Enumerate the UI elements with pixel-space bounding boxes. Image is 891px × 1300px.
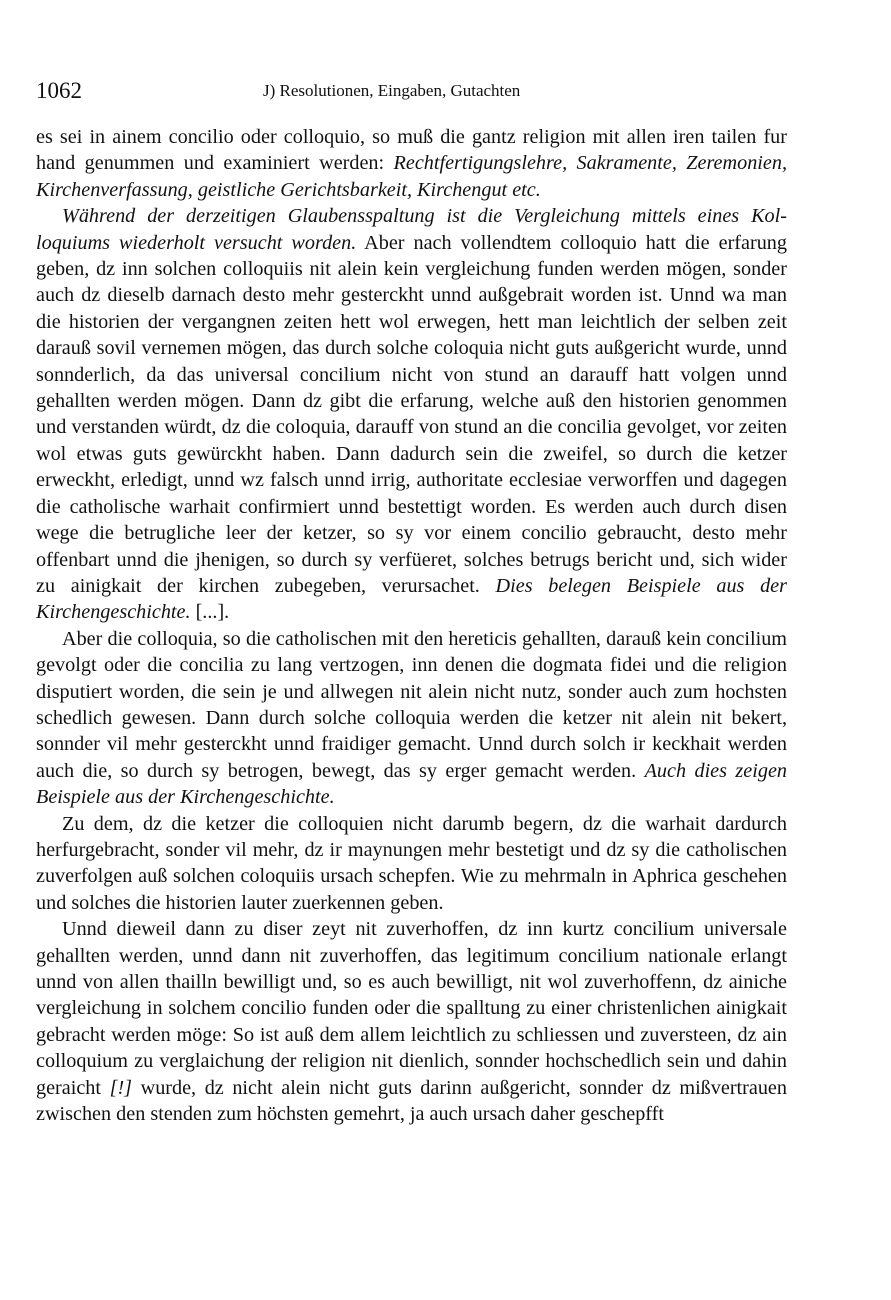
document-page xyxy=(36,78,787,1127)
editorial-summary: Rechtfertigungslehre, Sakramente, Zeremonien, Kirchenverfassung, geistliche Gerichtsbarkeit, Kirchengut etc. xyxy=(36,152,787,201)
page-number: 1062 xyxy=(36,78,82,103)
text-segment: es sei in ainem concilio oder colloquio, so muß die gantz religion mit allen iren tailen fur hand genummen und examiniert werden: xyxy=(36,126,787,175)
text-segment: wurde, dz nicht alein nicht guts darinn außgericht, sonnder dz mißvertrauen zwischen den stenden zum höchsten gemehrt, ja auch ursach daher geschepfft xyxy=(36,1076,787,1126)
paragraph xyxy=(36,811,787,917)
paragraph xyxy=(36,203,787,626)
text-segment: Unnd dieweil dann zu diser zeyt nit zuverhoffen, dz inn kurtz concilium universale gehallten werden, unnd dann nit zuverhoffen, das legitimum concilium nationale erlangt unnd von allen thailln bewilligt und, so es auch bewilligt, nit wol zuverhoffenn, dz ainiche vergleichung in solchem concilio funden oder die spalltung zu einer christenlichen ainigkait gebracht werden möge: So ist auß dem allem leichtlich zu schliessen und zuversteen, dz ain colloquium zu verglaichung der religion nit dienlich, sonnder hochschedlich sein und dahin geraicht xyxy=(36,918,787,1099)
running-header-title: J) Resolutionen, Eingaben, Gutachten xyxy=(263,81,521,100)
editorial-summary: Dies belegen Beispiele aus der Kirchengeschichte. xyxy=(36,574,788,624)
editorial-summary: Während der derzeitigen Glaubensspaltung ist die Vergleichung mittels eines Kolloquiums wiederholt versucht worden. xyxy=(36,205,787,254)
running-header xyxy=(36,78,787,108)
text-segment: [...]. xyxy=(190,601,230,624)
paragraph xyxy=(36,626,787,811)
body-text xyxy=(36,124,787,1127)
editorial-summary: Auch dies zeigen Beispiele aus der Kirchengeschichte. xyxy=(36,759,787,809)
editorial-note: [!] xyxy=(109,1076,133,1099)
paragraph xyxy=(36,916,787,1127)
text-segment: Zu dem, dz die ketzer die colloquien nicht darumb begern, dz die warhait dardurch herfurgebracht, sonder vil mehr, dz ir maynungen mehr bestetigt und dz sy die catholischen zuverfolgen auß solchen coloquiis ursach schepfen. Wie zu mehrmaln in Aphrica geschehen und solches die historien lauter zuerkennen geben. xyxy=(36,812,787,914)
text-segment: Aber nach vollendtem colloquio hatt die erfarung geben, dz inn solchen colloquiis nit alein kein vergleichung funden werden mögen, sonder auch dz dieselb darnach desto mehr gesterckht unnd außgebrait worden ist. Unnd wa man die historien der vergangnen zeiten hett wol erwegen, hett man leichtlich der selben zeit darauß sovil vernemen mögen, das durch solche coloquia nicht guts außgericht wurde, unnd sonnderlich, da das universal concilium nicht von stund an darauff hatt volgen unnd gehallten werden mögen. Dann dz gibt die erfarung, welche auß den historien genommen und verstanden würdt, dz die coloquia, darauff von stund an die concilia gevolget, vor zeiten wol etwas guts gewürckht haben. Dann dadurch sein die zweifel, so durch die ketzer erweckht, erledigt, unnd wz falsch unnd irrig, authoritate ecclesiae verworffen und dagegen die catholische warhait confirmiert unnd bestettigt worden. Es werden auch durch disen wege die betrugliche leer der ketzer, so sy vor einem concilio gebraucht, desto mehr offenbart unnd die jhenigen, so durch sy verfüeret, solches betrugs bericht und, sich wider zu ainigkait der kirchen zubegeben, verursachet. xyxy=(36,231,787,597)
text-segment: Aber die colloquia, so die catholischen mit den hereticis gehallten, darauß kein concilium gevolgt oder die concilia zu lang vertzogen, inn denen die dogmata fidei und die religion disputiert worden, die sein je und allwegen nit alein nicht nutz, sonder auch zum hochsten schedlich gewesen. Dann durch solche colloquia werden die ketzer nit alein nit bekert, sonnder vil mehr gesterckht unnd fraidiger gemacht. Unnd durch solch ir keckhait werden auch die, so durch sy betrogen, bewegt, das sy erger gemacht werden. xyxy=(36,627,787,782)
paragraph xyxy=(36,124,787,203)
